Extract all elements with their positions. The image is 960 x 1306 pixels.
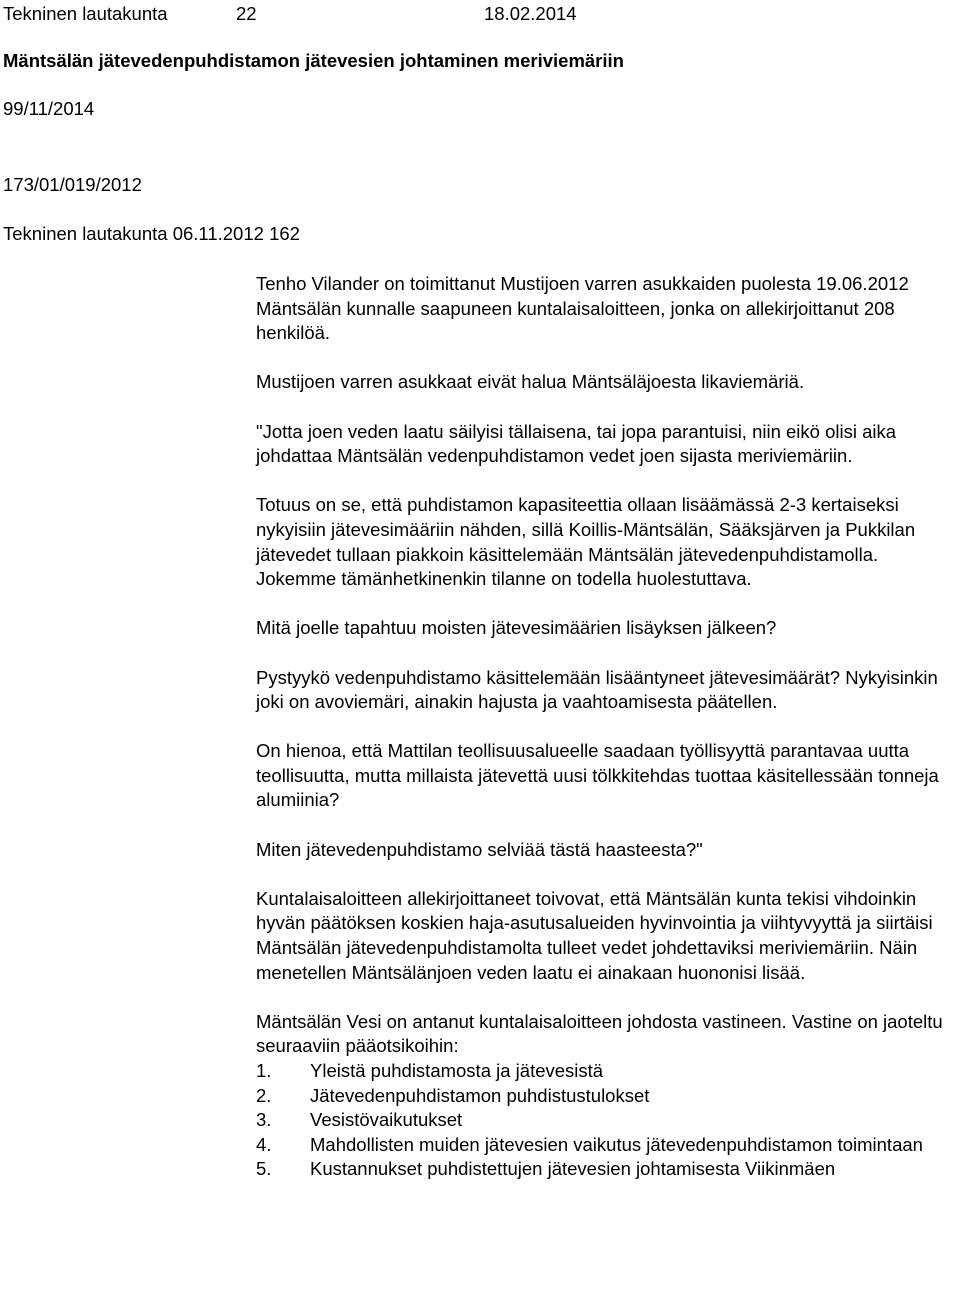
header-committee: Tekninen lautakunta <box>3 3 168 24</box>
list-number: 2. <box>256 1084 272 1106</box>
archive-number: 173/01/019/2012 <box>3 174 142 195</box>
list-text: Yleistä puhdistamosta ja jätevesistä <box>310 1060 604 1081</box>
list-item <box>256 1133 958 1158</box>
paragraph: Mustijoen varren asukkaat eivät halua Mäntsäläjoesta likaviemäriä. <box>256 371 805 393</box>
paragraph: Kuntalaisaloitteen allekirjoittaneet toivovat, että Mäntsälän kunta tekisi vihdoinkin hyvän päätöksen koskien haja-asutusalueiden hyvinvointia ja viihtyvyyttä ja siirtäisi Mäntsälän jätevedenpuhdistamolta tulleet vedet johdettaviksi meriviemäriin. Näin menetellen Mäntsälänjoen veden laatu ei ainakaan huononisi lisää. <box>256 887 933 983</box>
list-number: 4. <box>256 1133 272 1155</box>
list-text: Mahdollisten muiden jätevesien vaikutus jätevedenpuhdistamon toimintaan <box>310 1133 923 1155</box>
document-title: Mäntsälän jätevedenpuhdistamon jätevesien johtaminen meriviemäriin <box>3 50 624 71</box>
paragraph: Tenho Vilander on toimittanut Mustijoen varren asukkaiden puolesta 19.06.2012 Mäntsälän kunnalle saapuneen kuntalaisaloitteen, jonka on allekirjoittanut 208 henkilöä. <box>256 273 909 344</box>
list-number: 5. <box>256 1158 272 1180</box>
list-number: 1. <box>256 1060 272 1081</box>
paragraph: Pystyykö vedenpuhdistamo käsittelemään lisääntyneet jätevesimäärät? Nykyisinkin joki on avoviemäri, ainakin hajusta ja vaahtoamisesta päätellen. <box>256 666 938 713</box>
paragraph: Mitä joelle tapahtuu moisten jätevesimäärien lisäyksen jälkeen? <box>256 617 777 639</box>
list-text: Kustannukset puhdistettujen jätevesien johtamisesta Viikinmäen <box>310 1158 836 1180</box>
document-body <box>256 272 958 1182</box>
previous-handling: Tekninen lautakunta 06.11.2012 162 <box>3 223 300 244</box>
list-number: 3. <box>256 1109 272 1131</box>
paragraph: Miten jätevedenpuhdistamo selviää tästä haasteesta?" <box>256 838 703 860</box>
list-item <box>256 1084 958 1109</box>
paragraph: Totuus on se, että puhdistamon kapasiteettia ollaan lisäämässä 2-3 kertaiseksi nykyisiin jätevesimääriin nähden, sillä Koillis-Mäntsälän, Sääksjärven ja Pukkilan jätevedet tullaan piakkoin käsittelemään Mäntsälän jätevedenpuhdistamolla. Jokemme tämänhetkinenkin tilanne on todella huolestuttava. <box>256 494 916 590</box>
list-item <box>256 1059 958 1084</box>
list-text: Jätevedenpuhdistamon puhdistustulokset <box>310 1084 650 1106</box>
list-item <box>256 1108 958 1133</box>
paragraph: "Jotta joen veden laatu säilyisi tällaisena, tai jopa parantuisi, niin eikö olisi aika johdattaa Mäntsälän vedenpuhdistamon vedet joen sijasta meriviemäriin. <box>256 420 897 467</box>
paragraph: Mäntsälän Vesi on antanut kuntalaisaloitteen johdosta vastineen. Vastine on jaoteltu seuraaviin pääotsikoihin: <box>256 1010 943 1057</box>
paragraph: On hienoa, että Mattilan teollisuusalueelle saadaan työllisyyttä parantavaa uutta teollisuutta, mutta millaista jätevettä uusi tölkkitehdas tuottaa käsitellessään tonneja alumiinia? <box>256 740 939 811</box>
case-number: 99/11/2014 <box>3 98 95 119</box>
list-item <box>256 1157 958 1182</box>
header-number: 22 <box>236 3 257 24</box>
header-date: 18.02.2014 <box>484 3 577 24</box>
list-text: Vesistövaikutukset <box>310 1109 463 1131</box>
topic-list <box>256 1059 958 1182</box>
